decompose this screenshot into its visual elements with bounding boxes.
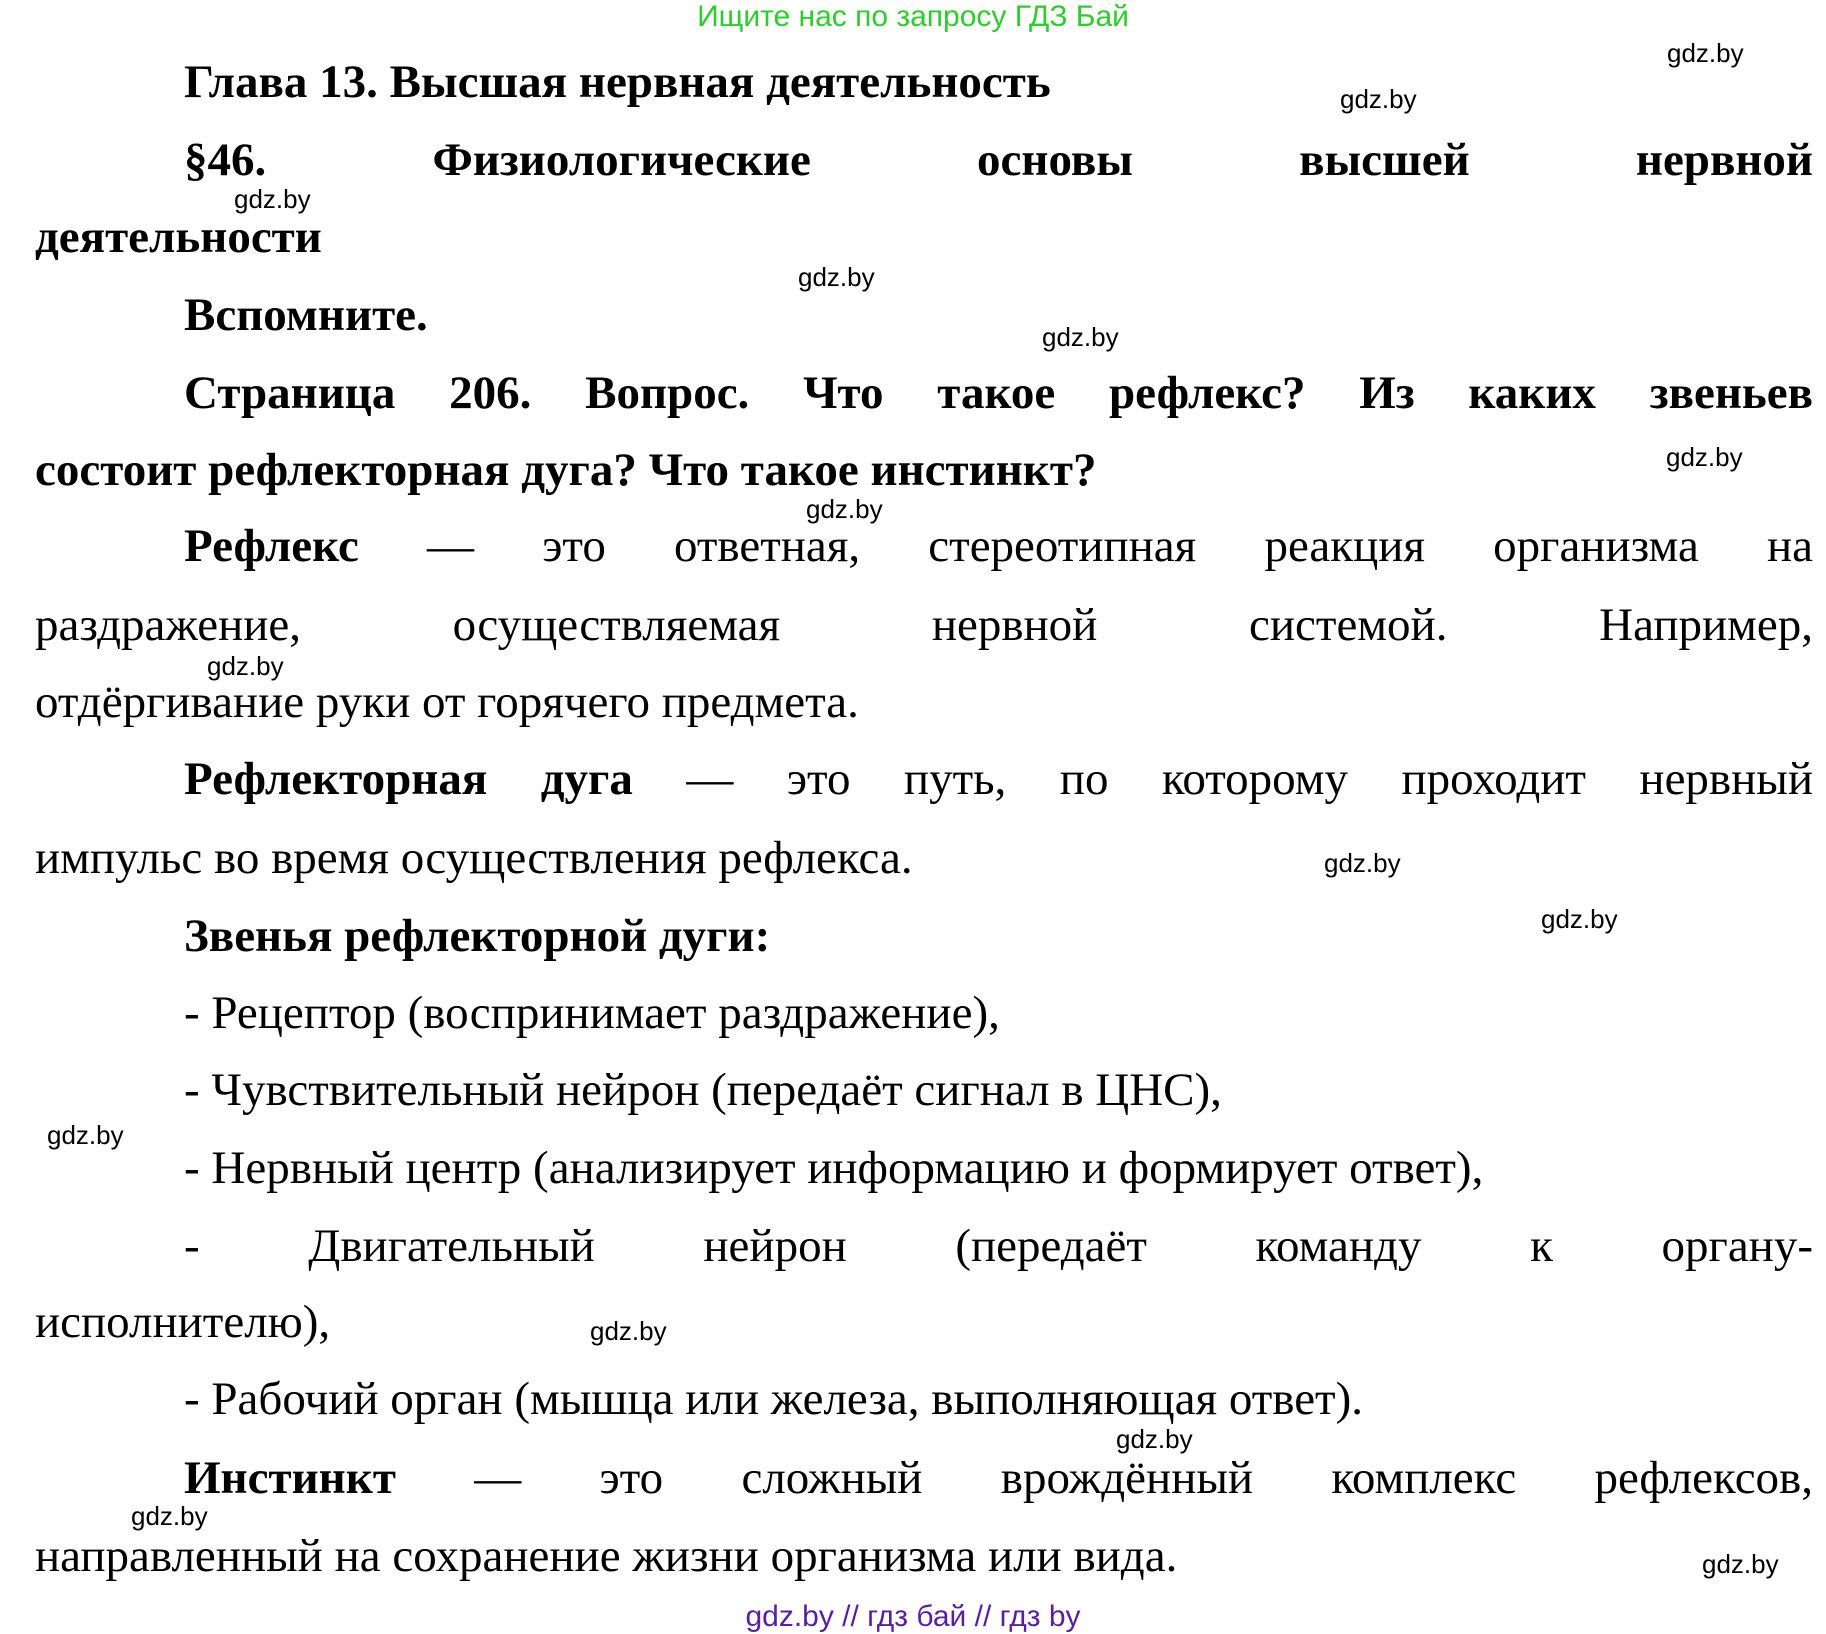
list-item: - Двигательный нейрон (передаёт команду к органу- xyxy=(184,1220,1813,1272)
question-line2: состоит рефлекторная дуга? Что такое инстинкт? xyxy=(35,444,1097,496)
chapter-title: Глава 13. Высшая нервная деятельность xyxy=(184,56,1051,108)
instinct-text: — это сложный врождённый комплекс рефлексов, xyxy=(395,1452,1813,1504)
instinct-line2: направленный на сохранение жизни организма или вида. xyxy=(35,1530,1178,1582)
list-item: - Нервный центр (анализирует информацию и формирует ответ), xyxy=(184,1142,1484,1194)
question-line1: Страница 206. Вопрос. Что такое рефлекс? Из каких звеньев xyxy=(184,367,1813,419)
arc-text: — это путь, по которому проходит нервный xyxy=(632,753,1814,805)
watermark: gdz.by xyxy=(1541,904,1618,934)
reflex-text: — это ответная, стереотипная реакция организма на xyxy=(358,520,1813,572)
watermark: gdz.by xyxy=(1324,848,1401,878)
arc-term: Рефлекторная дуга xyxy=(184,753,633,805)
remember-heading: Вспомните. xyxy=(184,289,428,341)
watermark: gdz.by xyxy=(1667,38,1744,68)
search-banner: Ищите нас по запросу ГДЗ Бай xyxy=(697,0,1129,33)
instinct-line1 xyxy=(184,1450,1813,1506)
reflex-line3: отдёргивание руки от горячего предмета. xyxy=(35,676,859,728)
watermark: gdz.by xyxy=(1042,322,1119,352)
watermark: gdz.by xyxy=(590,1316,667,1346)
watermark: gdz.by xyxy=(1340,84,1417,114)
watermark: gdz.by xyxy=(1116,1424,1193,1454)
list-item: - Чувствительный нейрон (передаёт сигнал в ЦНС), xyxy=(184,1064,1222,1116)
arc-line1 xyxy=(184,751,1813,807)
arc-line2: импульс во время осуществления рефлекса. xyxy=(35,832,913,884)
section-title-line2: деятельности xyxy=(35,211,322,263)
watermark: gdz.by xyxy=(207,651,284,681)
watermark: gdz.by xyxy=(1666,442,1743,472)
watermark: gdz.by xyxy=(47,1120,124,1150)
list-item: - Рецептор (воспринимает раздражение), xyxy=(184,987,1000,1039)
section-title-line1: §46. Физиологические основы высшей нервной xyxy=(184,134,1813,186)
reflex-line1 xyxy=(184,518,1813,574)
watermark: gdz.by xyxy=(798,262,875,292)
watermark: gdz.by xyxy=(806,494,883,524)
footer-links[interactable]: gdz.by // гдз бай // гдз by xyxy=(745,1600,1081,1633)
links-title: Звенья рефлекторной дуги: xyxy=(184,910,771,962)
reflex-line2: раздражение, осуществляемая нервной системой. Например, xyxy=(35,599,1813,651)
list-item-continuation: исполнителю), xyxy=(35,1296,331,1348)
instinct-term: Инстинкт xyxy=(184,1452,396,1504)
watermark: gdz.by xyxy=(234,184,311,214)
watermark: gdz.by xyxy=(1702,1549,1779,1579)
list-item: - Рабочий орган (мышца или железа, выполняющая ответ). xyxy=(184,1373,1363,1425)
reflex-term: Рефлекс xyxy=(184,520,359,572)
watermark: gdz.by xyxy=(131,1501,208,1531)
